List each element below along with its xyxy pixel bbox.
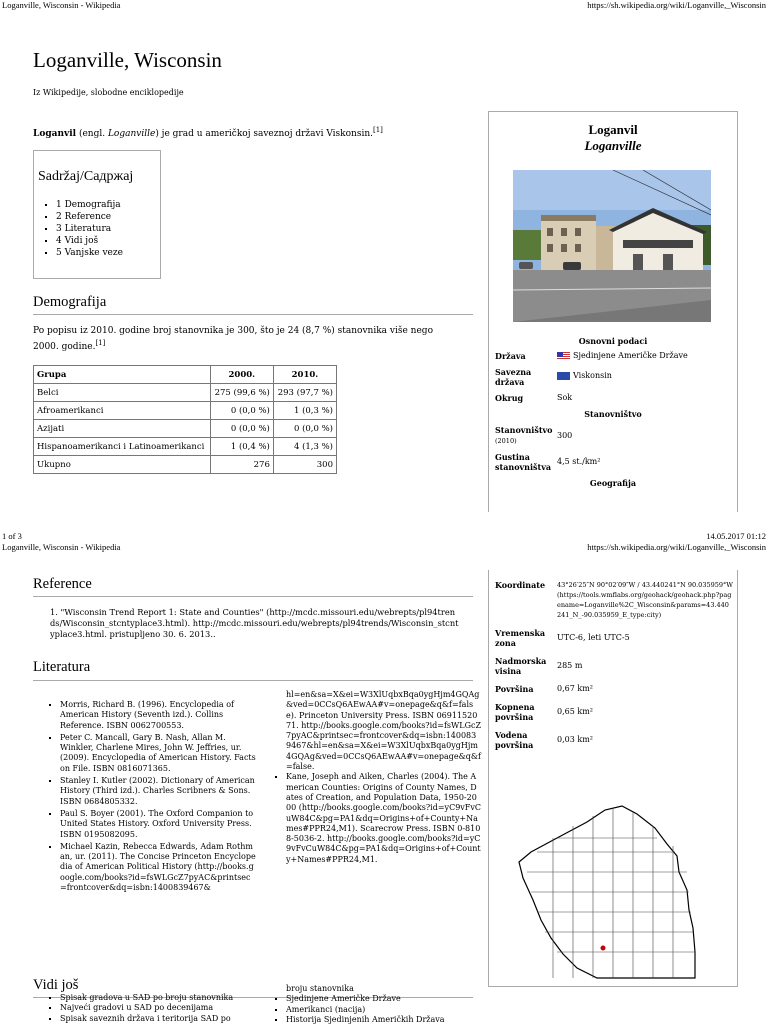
infobox-row xyxy=(489,648,737,676)
infobox-row xyxy=(489,694,737,722)
page-footer-date: 14.05.2017 01:12 xyxy=(706,531,766,541)
list-item-continued: hl=en&sa=X&ei=W3XlUqbxBqa0ygHjm4GQAg&ved=0CCsQ6AEwAA#v=onepage&q&f=false). Princeton University Press. ISBN 0691152071. http://books.google.com/books?id=fsWLGcZ7pyAC&printsec=frontcover&dq=isbn:1400839467&hl=en&sa=X&ei=W3XlUqbxBqa0ygHjm4GQAg&ved=0CCsQ6AEwAA#v=onepage&q&f=false. xyxy=(286,690,482,772)
infobox-value: 300 xyxy=(557,430,573,440)
table-cell: 1 (0,3 %) xyxy=(273,402,336,420)
infobox-key-year: (2010) xyxy=(495,437,517,445)
infobox-value: 0,67 km² xyxy=(557,684,593,693)
page-title: Loganville, Wisconsin xyxy=(33,48,222,72)
table-header: 2000. xyxy=(210,366,273,384)
intro-paragraph xyxy=(33,124,473,140)
list-item[interactable]: ▪ Najveći gradovi u SAD po decenijama xyxy=(60,1003,266,1013)
infobox-row xyxy=(489,425,737,446)
infobox-row xyxy=(489,620,737,648)
country-link[interactable]: Sjedinjene Američke Države xyxy=(573,351,688,360)
toc-title: Sadržaj/Садржај xyxy=(38,169,134,184)
vidi-jos-list-right xyxy=(286,984,476,1025)
county-link[interactable]: Sok xyxy=(557,393,573,402)
infobox-key: Koordinate xyxy=(495,580,546,590)
infobox-title-italic: Loganville xyxy=(584,138,642,153)
ref-link[interactable]: [1] xyxy=(95,339,106,347)
list-item[interactable]: ▪ Spisak saveznih država i teritorija SAD po xyxy=(60,1014,266,1024)
page-header-url[interactable]: https://sh.wikipedia.org/wiki/Loganville,_Wisconsin xyxy=(587,0,766,10)
location-marker-icon xyxy=(601,946,606,951)
table-cell: Ukupno xyxy=(34,456,211,474)
page-header-url[interactable]: https://sh.wikipedia.org/wiki/Loganville,_Wisconsin xyxy=(587,542,766,552)
table-header: Grupa xyxy=(34,366,211,384)
table-cell: Hispanoamerikanci i Latinoamerikanci xyxy=(34,438,211,456)
infobox-key: Gustina stanovništva xyxy=(495,452,552,472)
section-title-demografija: Demografija xyxy=(33,294,107,310)
infobox-value: 285 m xyxy=(557,661,583,670)
table-cell: 0 (0,0 %) xyxy=(210,402,273,420)
intro-bold: Loganvil xyxy=(33,129,77,139)
infobox xyxy=(488,111,738,512)
infobox-key: Kopnena površina xyxy=(495,702,535,722)
population-table xyxy=(33,365,337,474)
infobox-section-osnovni: Osnovni podaci xyxy=(578,336,648,346)
wisconsin-locator-map xyxy=(517,802,709,982)
table-cell: Azijati xyxy=(34,420,211,438)
town-photo xyxy=(513,170,711,322)
infobox-row xyxy=(489,367,737,387)
table-cell: 0 (0,0 %) xyxy=(273,420,336,438)
infobox-key: Država xyxy=(495,351,526,361)
table-row xyxy=(34,420,337,438)
page-header-left: Loganville, Wisconsin - Wikipedia xyxy=(2,0,121,10)
list-item[interactable]: ▪ Spisak gradova u SAD po broju stanovnika xyxy=(60,993,266,1003)
divider xyxy=(33,680,473,681)
infobox-key-label: Stanovništvo xyxy=(495,425,553,435)
page-header-left: Loganville, Wisconsin - Wikipedia xyxy=(2,542,121,552)
table-cell: 293 (97,7 %) xyxy=(273,384,336,402)
table-cell: 1 (0,4 %) xyxy=(210,438,273,456)
infobox-key: Okrug xyxy=(495,393,524,403)
section-title-reference: Reference xyxy=(33,576,92,592)
infobox-row xyxy=(489,351,737,361)
reference-item[interactable]: 1. "Wisconsin Trend Report 1: State and Counties" (http://mcdc.missouri.edu/webrepts/pl94trends/Wisconsin_stcntyplace3.html). http://mcdc.missouri.edu/webrepts/pl94trends/Wisconsin_stcntyplace3.html. pristupljeno 30. 6. 2013.. xyxy=(50,607,459,639)
table-cell: 276 xyxy=(210,456,273,474)
infobox-value: UTC-6, leti UTC-5 xyxy=(557,633,630,642)
ref-link[interactable]: [1] xyxy=(373,126,383,134)
coordinates-link[interactable]: 43°26′25″N 90°02′09″W / 43.440241°N 90.035959°W (https://tools.wmflabs.org/geohack/geohack.php?pagename=Loganville%2C_Wisconsin&params=43.440241_N_-90.035959_E_type:city) xyxy=(557,581,733,619)
infobox-value: 0,65 km² xyxy=(557,707,593,716)
table-cell: Afroamerikanci xyxy=(34,402,211,420)
toc-item-vidi-jos[interactable]: ▪ 4 Vidi još xyxy=(56,235,160,247)
list-item: ▪ Kane, Joseph and Aiken, Charles (2004). The American Counties: Origins of County Names, Dates of Creation, and Population Data, 1950-2000 (http://books.google.com/books?id=yC9vFvCuW84C&pg=PA1&dq=Origins+of+County+Names#PPR24,M1). Scarecrow Press. ISBN 0-8108-5036-2. http://books.google.com/books?id=yC9vFvCuW84C&pg=PA1&dq=Origins+of+County+Names#PPR24,M1. xyxy=(286,772,481,865)
toc-item-vanjske-veze[interactable]: ▪ 5 Vanjske veze xyxy=(56,247,160,259)
table-cell: 0 (0,0 %) xyxy=(210,420,273,438)
infobox-value: 4,5 st./km² xyxy=(557,457,601,466)
list-item: ▪ Paul S. Boyer (2001). The Oxford Companion to United States History. Oxford University Press. ISBN 0195082095. xyxy=(60,809,256,840)
infobox-key: Vodena površina xyxy=(495,730,534,750)
table-header: 2010. xyxy=(273,366,336,384)
infobox-key: Savezna država xyxy=(495,367,532,387)
infobox-row xyxy=(489,722,737,750)
intro-text: (engl. xyxy=(76,129,108,139)
intro-text2: ) je grad u američkoj saveznoj državi Viskonsin. xyxy=(155,129,373,139)
toc-item-demografija[interactable]: ▪ 1 Demografija xyxy=(56,199,160,211)
list-item[interactable]: ▪ Historija Sjedinjenih Američkih Država xyxy=(286,1015,476,1025)
table-cell: 275 (99,6 %) xyxy=(210,384,273,402)
infobox-row xyxy=(489,393,737,403)
page-footer-left: 1 of 3 xyxy=(2,531,22,541)
toc-item-reference[interactable]: ▪ 2 Reference xyxy=(56,211,160,223)
infobox-key xyxy=(495,425,557,446)
infobox-row xyxy=(489,676,737,694)
list-item: ▪ Peter C. Mancall, Gary B. Nash, Allan M. Winkler, Charlene Mires, John W. Jeffries, ur. (2009). Encyclopedia of American History. Facts on File. ISBN 0816071365. xyxy=(60,733,256,774)
table-cell: Belci xyxy=(34,384,211,402)
section-title-vidi-jos: Vidi još xyxy=(33,977,79,993)
list-item[interactable]: ▪ Amerikanci (nacija) xyxy=(286,1005,476,1015)
state-link[interactable]: Viskonsin xyxy=(573,371,612,380)
list-item: ▪ Morris, Richard B. (1996). Encyclopedia of American History (Seventh izd.). Collins Reference. ISBN 0062700553. xyxy=(60,700,256,731)
demografija-sentence: Po popisu iz 2010. godine broj stanovnika je 300, što je 24 (8,7 %) stanovnika više nego 2000. godine. xyxy=(33,326,433,352)
table-row xyxy=(34,456,337,474)
vidi-jos-list-left xyxy=(46,991,266,1024)
list-item: ▪ Michael Kazin, Rebecca Edwards, Adam Rothman, ur. (2011). The Concise Princeton Encyclopedia of American Political History (http://books.google.com/books?id=fsWLGcZ7pyAC&printsec=frontcover&dq=isbn:1400839467& xyxy=(60,842,256,893)
infobox-value: 0,03 km² xyxy=(557,735,593,744)
infobox-key: Nadmorska visina xyxy=(495,656,547,676)
table-row xyxy=(34,384,337,402)
list-item-continued: broju stanovnika xyxy=(286,984,354,993)
toc-item-literatura[interactable]: ▪ 3 Literatura xyxy=(56,223,160,235)
table-row xyxy=(34,402,337,420)
table-cell: 4 (1,3 %) xyxy=(273,438,336,456)
table-cell: 300 xyxy=(273,456,336,474)
literatura-list-left xyxy=(46,700,256,893)
section-title-literatura: Literatura xyxy=(33,659,91,675)
table-header-row xyxy=(34,366,337,384)
divider xyxy=(33,596,473,597)
infobox-value xyxy=(557,351,688,361)
wisconsin-flag-icon xyxy=(557,372,570,380)
literatura-list-right xyxy=(286,690,481,865)
infobox-section-geografija: Geografija xyxy=(589,478,637,488)
us-flag-icon xyxy=(557,352,570,360)
divider xyxy=(33,314,473,315)
infobox-row xyxy=(489,452,737,472)
demografija-text xyxy=(33,325,453,353)
table-of-contents xyxy=(33,150,161,279)
infobox-title: Loganvil xyxy=(588,122,638,137)
page-subtitle: Iz Wikipedije, slobodne enciklopedije xyxy=(33,88,184,97)
infobox-row xyxy=(489,570,737,620)
infobox-continued xyxy=(488,570,738,987)
list-item[interactable]: ▪ Sjedinjene Američke Države xyxy=(286,994,476,1004)
list-item: ▪ Stanley I. Kutler (2002). Dictionary of American History (Third izd.). Charles Scribners & Sons. ISBN 0684805332. xyxy=(60,776,256,807)
infobox-section-stanovnistvo: Stanovništvo xyxy=(584,409,642,419)
table-row xyxy=(34,438,337,456)
infobox-value xyxy=(557,367,612,387)
infobox-key: Površina xyxy=(495,684,534,694)
infobox-key: Vremenska zona xyxy=(495,628,546,648)
intro-italic: Loganville xyxy=(107,129,156,139)
